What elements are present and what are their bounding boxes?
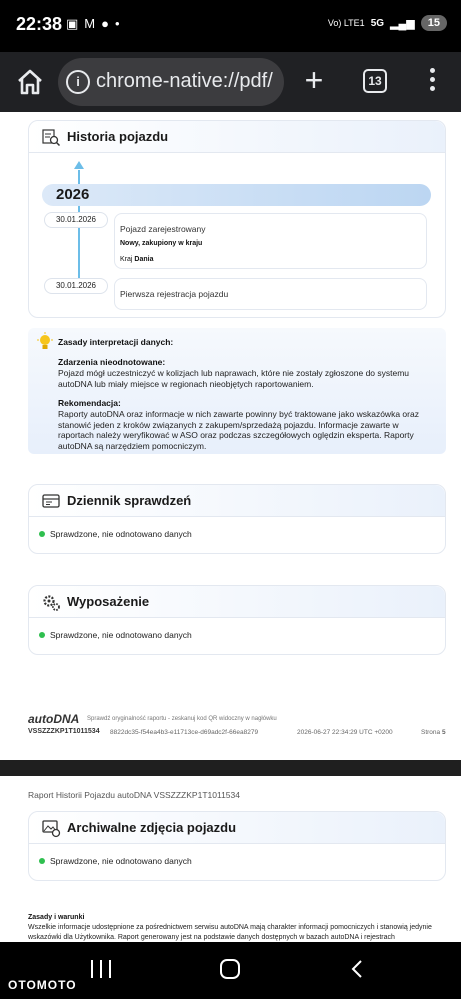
text-line: Wszelkie informacje udostępnione za pośrednictwem serwisu autoDNA mają charakter informacji pomocniczych i stanowią jedynie (28, 924, 432, 931)
footer-vin: VSSZZZKP1T1011534 (28, 728, 100, 735)
footer-hash: 8822dc35-f54ea4b3-e11713ce-d69adc2f-66ea8279 (110, 729, 259, 736)
pdf-page-6 (0, 776, 461, 942)
check-log-status (39, 529, 192, 539)
event-title: Pojazd zarejestrowany (120, 224, 206, 234)
footer-page (421, 729, 446, 736)
equipment-status (39, 630, 192, 640)
dot-icon: • (115, 16, 120, 31)
recommendation-title: Rekomendacja: (58, 398, 121, 408)
history-title: Historia pojazdu (67, 129, 169, 144)
tab-switcher-button[interactable]: 13 (363, 69, 387, 93)
status-right (328, 15, 447, 31)
equipment-card (28, 585, 446, 655)
status-text: Sprawdzone, nie odnotowano danych (50, 529, 192, 539)
status-text: Sprawdzone, nie odnotowano danych (50, 856, 192, 866)
terms-text (28, 923, 443, 942)
text-line: autoDNA lub miały miejsce w regionach nieobjętych raportowaniem. (58, 378, 314, 389)
status-time: 22:38 (16, 14, 63, 34)
archive-photos-status (39, 856, 192, 866)
footer-note: Sprawdź oryginalność raportu - zeskanuj kod QR widoczny w nagłówku (87, 716, 277, 722)
event-registered (114, 213, 427, 269)
status-dot-icon (39, 858, 45, 864)
text-line: Raporty autoDNA oraz informacje w nich zawarte powinny być traktowane jako wskazówka oraz (58, 409, 419, 419)
url-text[interactable]: chrome-native://pdf/ (96, 70, 273, 92)
status-bar (0, 0, 461, 52)
event-date: 30.01.2026 (44, 212, 108, 228)
check-log-title: Dziennik sprawdzeń (67, 493, 192, 508)
unreported-title: Zdarzenia nieodnotowane: (58, 357, 166, 367)
screenshot-icon: ▣ (66, 16, 79, 31)
event-date: 30.01.2026 (44, 278, 108, 294)
home-icon[interactable] (14, 66, 46, 98)
country-value: Dania (134, 256, 154, 263)
report-header: Raport Historii Pojazdu autoDNA VSSZZZKP1T1011534 (28, 790, 240, 800)
chat-icon: ● (101, 16, 109, 31)
status-dot-icon (39, 531, 45, 537)
page-gap (0, 760, 461, 776)
notification-icons (66, 16, 120, 32)
address-bar[interactable] (58, 58, 284, 106)
event-detail: Nowy, zakupiony w kraju (120, 240, 203, 247)
new-tab-button[interactable]: + (304, 62, 324, 98)
otomoto-watermark: OTOMOTO (8, 978, 77, 992)
archive-photos-header (29, 812, 445, 844)
text-line: autoDNA są narzędziem pomocniczym. (58, 440, 207, 451)
autodna-logo: autoDNA (28, 712, 80, 726)
photo-icon (41, 818, 61, 838)
archive-photos-card (28, 811, 446, 881)
battery-indicator: 15 (421, 15, 447, 31)
unreported-text (58, 368, 438, 389)
event-country (120, 256, 153, 263)
equipment-title: Wyposażenie (67, 594, 150, 609)
browser-toolbar (0, 52, 461, 112)
year-band (42, 184, 431, 206)
terms-title: Zasady i warunki (28, 914, 85, 921)
history-card-header (29, 121, 445, 153)
history-search-icon (41, 127, 61, 147)
home-nav-icon[interactable] (220, 959, 240, 979)
interpretation-rules (28, 328, 446, 454)
status-text: Sprawdzone, nie odnotowano danych (50, 630, 192, 640)
year-label: 2026 (56, 186, 90, 203)
pdf-page-5 (0, 112, 461, 760)
page-number: 5 (441, 729, 446, 736)
check-log-header (29, 485, 445, 517)
text-line: Pojazd mógł uczestniczyć w kolizjach lub naprawach, które nie zostały zgłoszone do systemu (58, 368, 410, 378)
footer-datetime: 2026-06-27 22:34:29 UTC +0200 (297, 729, 393, 736)
signal-icon: ▂▄▆ (390, 17, 415, 30)
network-label: Vo) LTE1 (327, 18, 365, 28)
android-nav-bar (0, 942, 461, 999)
text-line: stanowić jeden z kroków związanych z zakupem/sprzedażą pojazdu. Informacje zawarte w (58, 419, 399, 430)
recommendation-text (58, 409, 438, 451)
text-line: wskazówki dla Użytkownika. Raport generowany jest na podstawie danych dostępnych w bazach autoDNA i rejestrach (28, 933, 395, 941)
check-log-card (28, 484, 446, 554)
signal-label: 5G (370, 17, 385, 29)
event-first-registration (114, 278, 427, 310)
gmail-icon: M (84, 16, 96, 31)
equipment-header (29, 586, 445, 618)
gears-icon (41, 592, 61, 612)
lightbulb-icon (36, 332, 54, 352)
recent-apps-icon[interactable] (91, 960, 111, 978)
event-title: Pierwsza rejestracja pojazdu (120, 289, 229, 299)
archive-photos-title: Archiwalne zdjęcia pojazdu (67, 820, 237, 835)
text-line: raportach należy weryfikować w ASO oraz podczas szczegółowych oględzin eksperta. Raporty (58, 430, 414, 440)
country-label: Kraj (120, 256, 133, 263)
rules-heading: Zasady interpretacji danych: (58, 337, 174, 347)
info-icon[interactable]: i (66, 70, 90, 94)
page-label: Strona (421, 729, 441, 736)
more-menu-icon[interactable] (424, 68, 440, 96)
log-icon (41, 491, 61, 511)
back-icon[interactable] (350, 959, 364, 979)
status-dot-icon (39, 632, 45, 638)
